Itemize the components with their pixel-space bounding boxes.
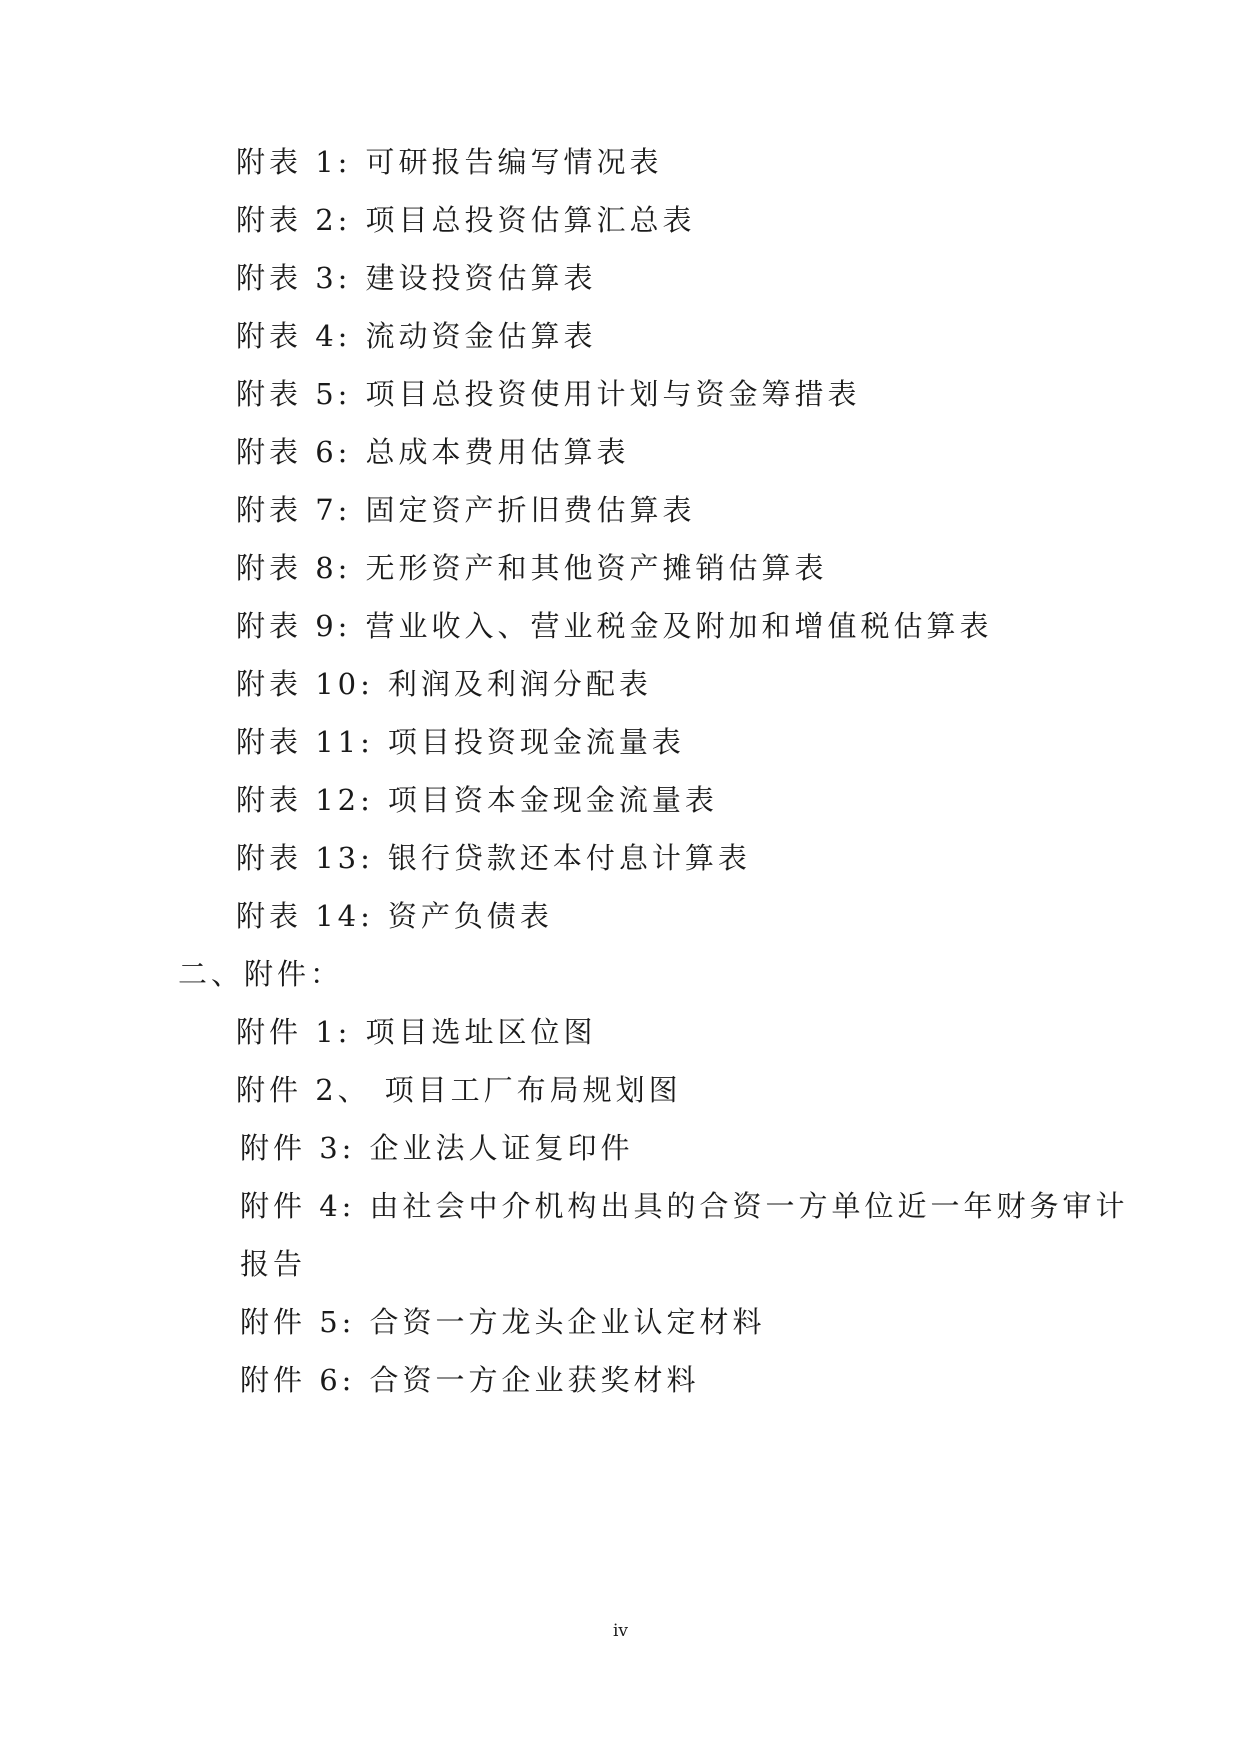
schedule-item-9: 附表 9: 营业收入、营业税金及附加和增值税估算表 <box>236 609 993 643</box>
schedule-item-13: 附表 13: 银行贷款还本付息计算表 <box>236 841 751 875</box>
schedule-item-5: 附表 5: 项目总投资使用计划与资金筹措表 <box>236 377 861 411</box>
schedule-item-8: 附表 8: 无形资产和其他资产摊销估算表 <box>236 551 828 585</box>
attachment-item-6: 附件 6: 合资一方企业获奖材料 <box>240 1363 700 1397</box>
schedule-item-14: 附表 14: 资产负债表 <box>236 899 553 933</box>
schedule-item-4: 附表 4: 流动资金估算表 <box>236 319 597 353</box>
schedule-item-3: 附表 3: 建设投资估算表 <box>236 261 597 295</box>
attachment-item-4-continuation: 报告 <box>240 1247 307 1281</box>
schedule-item-7: 附表 7: 固定资产折旧费估算表 <box>236 493 696 527</box>
schedule-item-12: 附表 12: 项目资本金现金流量表 <box>236 783 718 817</box>
attachment-item-4: 附件 4: 由社会中介机构出具的合资一方单位近一年财务审计 <box>240 1189 1129 1223</box>
schedule-item-10: 附表 10: 利润及利润分配表 <box>236 667 652 701</box>
schedule-item-2: 附表 2: 项目总投资估算汇总表 <box>236 203 696 237</box>
page-number: iv <box>612 1621 629 1641</box>
attachment-item-1: 附件 1: 项目选址区位图 <box>236 1015 597 1049</box>
attachment-item-3: 附件 3: 企业法人证复印件 <box>240 1131 634 1165</box>
attachments-heading: 二、附件： <box>178 957 344 991</box>
attachment-item-2: 附件 2、 项目工厂布局规划图 <box>236 1073 682 1107</box>
schedule-item-11: 附表 11: 项目投资现金流量表 <box>236 725 685 759</box>
schedule-item-1: 附表 1: 可研报告编写情况表 <box>236 145 663 179</box>
schedule-item-6: 附表 6: 总成本费用估算表 <box>236 435 630 469</box>
attachment-item-5: 附件 5: 合资一方龙头企业认定材料 <box>240 1305 766 1339</box>
